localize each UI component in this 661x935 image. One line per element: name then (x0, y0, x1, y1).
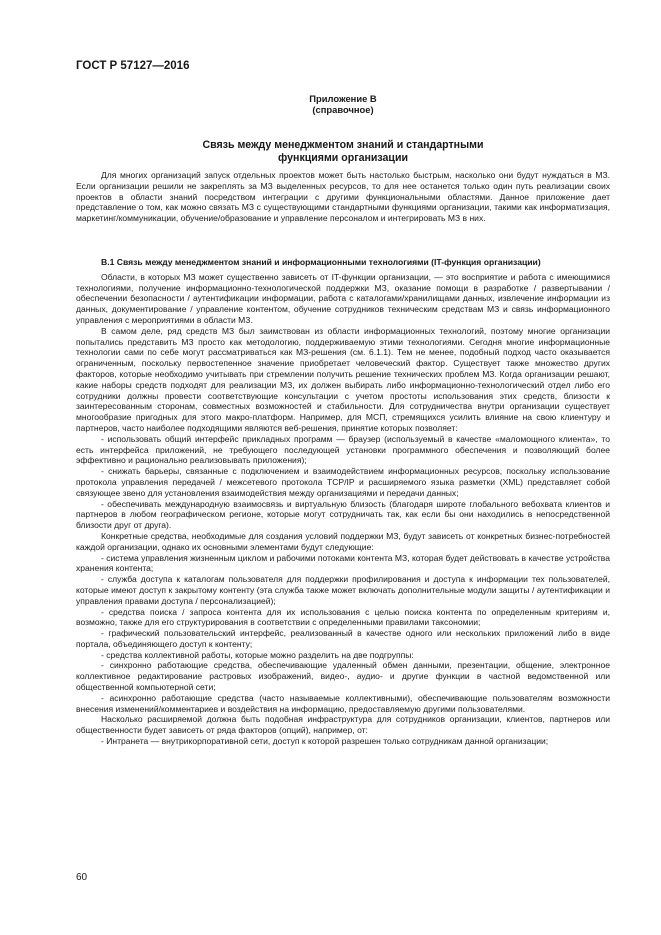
paragraph: В самом деле, ряд средств МЗ был заимствован из области информационных технологий, поэтому многие организации попытались представить МЗ просто как методологию, поддерживаемую этими технологиями. Сегодня многие информационные технологии сами по себе могут рассматриваться как МЗ-решения (см. 6.1.1). Тем не менее, подобный подход часто оказывается ограниченным, поскольку первостепенное значение приобретает человеческий фактор. Существует также множество других факторов, которые необходимо учитывать при стремлении получить решение технических проблем МЗ. Когда организации решают, какие наборы средств подходят для реализации МЗ, их должен выбирать либо информационно-технологический отдел либо его сотрудники должны провести соответствующие консультации с учетом простоты использования этих средств, близости к заинтересованным сторонам, совместных возможностей и стабильности. Для сотрудничества внутри организации существует многообразие пригодных для этого макро-платформ. Например, для МСП, стремящихся усилить влияние на свою клиентуру и партнеров, часто наиболее подходящими являются веб-решения, принятие которых позволяет: (76, 325, 610, 433)
list-item: - обеспечивать международную взаимосвязь и виртуальную близость (благодаря широте глобального вебохвата клиентов и партнеров в любом географическом регионе, которые могут сотрудничать так, как если бы они находились в непосредственной близости друг от друга). (76, 498, 610, 531)
intro-paragraph: Для многих организаций запуск отдельных проектов может быть настолько быстрым, насколько они будут нуждаться в МЗ. Если организации решили не закреплять за МЗ выделенных ресурсов, то для нее останется только один путь реализации своих проектов в области знаний посредством интеграции с другими функциональными областями. Данное приложение дает представление о том, как можно связать МЗ с существующими стандартными функциями организации, такими как информатизация, маркетинг/коммуникации, обучение/образование и управление персоналом и интегрировать МЗ в них. (76, 170, 610, 224)
list-item: - синхронно работающие средства, обеспечивающие удаленный обмен данными, презентации, общение, электронное коллективное редактирование растровых изображений, видео-, аудио- и другие функции в частной ведомственной или общественной компьютерной сети; (76, 660, 610, 693)
list-item: - Интранета — внутрикорпоративной сети, доступ к которой разрешен только сотрудникам данной организации; (101, 736, 549, 747)
appendix-title (76, 139, 610, 164)
title-line-2: функциями организации (278, 151, 408, 164)
standard-header: ГОСТ Р 57127—2016 (76, 60, 190, 72)
list-item: - средства коллективной работы, которые можно разделить на две подгруппы: (101, 649, 414, 660)
list-item: - снижать барьеры, связанные с подключением и взаимодействием информационных ресурсов, поскольку использование протокола управления передачей / межсетевого протокола TCP/IP и расширяемого языка разметки (XML) представляет собой связующее звено для установления взаимодействия между организациями и передачи данных; (76, 466, 610, 498)
list-item: - средства поиска / запроса контента для их использования с целью поиска контента по определенным критериям и, возможно, также для его структурирования в соответствии с определенными правилами таксономии; (76, 606, 610, 628)
section-b1 (76, 257, 610, 747)
intro-section (76, 170, 610, 224)
section-heading: В.1 Связь между менеджментом знаний и информационными технологиями (IT-функция организации) (101, 257, 541, 267)
list-item: - система управления жизненным циклом и рабочими потоками контента МЗ, которая будет действовать в качестве устройства хранения контента; (76, 552, 610, 574)
appendix-label: Приложение В (309, 93, 377, 104)
paragraph: Насколько расширяемой должна быть подобная инфраструктура для сотрудников организации, клиентов, партнеров или общественности будет зависеть от ряда факторов (опций), например, от: (76, 714, 610, 736)
appendix-kind: (справочное) (312, 104, 374, 115)
paragraph: Области, в которых МЗ может существенно зависеть от IT-функции организации, — это восприятие и работа с имеющимися технологиями, получение информационно-технологической поддержки МЗ, оказание помощи в разработке / развертывании / обеспечении безопасности / аутентификации информации, работа с каталогами/хранилищами данных, извлечение информации из данных, документирование / управление контентом, обучение сотрудников техническим средствам МЗ и связь информационного управления с мероприятиями в области МЗ. (76, 271, 610, 325)
title-line-1: Связь между менеджментом знаний и стандартными (202, 139, 484, 151)
list-item: - служба доступа к каталогам пользователя для поддержки профилирования и доступа к информации тех пользователей, которые имеют доступ к закрытому контенту (эта служба также может включать дополнительные модули защиты / аутентификации и управления правами доступа / персонализацией); (76, 574, 610, 606)
list-item: - графический пользовательский интерфейс, реализованный в качестве одного или нескольких приложений либо в виде портала, объединяющего доступ к контенту; (76, 628, 610, 649)
paragraph: Конкретные средства, необходимые для создания условий поддержки МЗ, будут зависеть от конкретных бизнес-потребностей каждой организации, однако их основными элементами будут следующие: (76, 530, 610, 552)
list-item: - асинхронно работающие средства (часто называемые коллективными), обеспечивающие пользователям возможности внесения изменений/комментариев и воздействия на информацию, предоставляемую другими пользователями. (76, 692, 610, 714)
page-number: 60 (76, 872, 88, 883)
appendix-block (76, 93, 610, 115)
list-item: - использовать общий интерфейс прикладных программ — браузер (используемый в качестве «маломощного клиента», то есть интерфейса приложений, не требующего последующей установки программного обеспечения и позволяющий более эффективно и рационально реализовывать приложения); (76, 433, 610, 466)
